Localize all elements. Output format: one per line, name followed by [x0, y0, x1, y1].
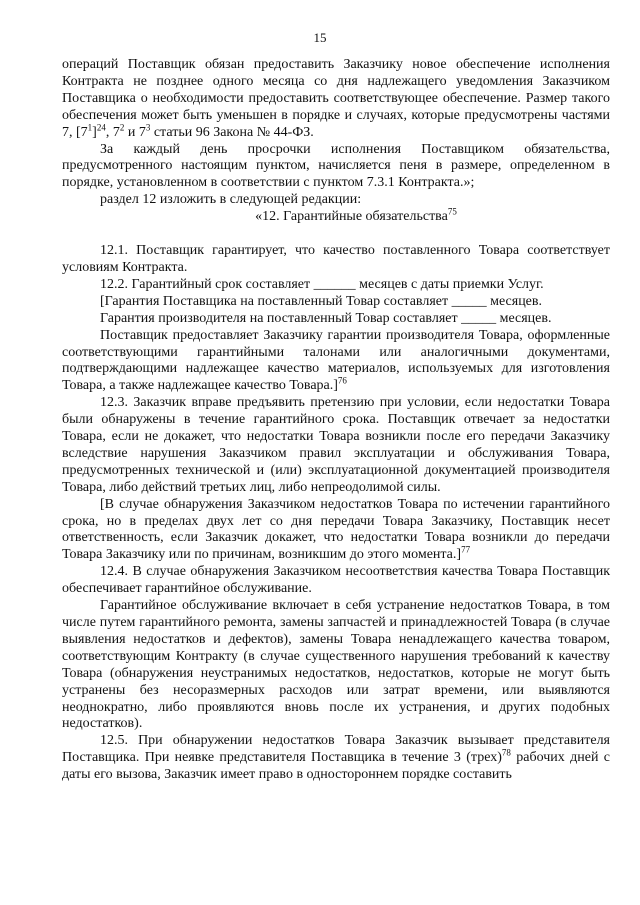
page-number: 15 — [313, 30, 327, 45]
paragraph-section-12-intro: раздел 12 изложить в следующей редакции: — [100, 192, 362, 208]
document-body — [62, 57, 610, 784]
paragraph-12-2-manufacturer-warranty: Гарантия производителя на поставленный Товар составляет _____ месяцев. — [100, 310, 552, 326]
paragraph-12-4-service-scope: Гарантийное обслуживание включает в себя устранение недостатков Товара, в том числе путем гарантийного ремонта, замены запчастей и принадлежностей Товара (в случае выявления недостатков и дефектов), замены Товара ненадлежащего качества товаром, соответствующим Контракту (в случае существенного нарушения требований к качеству Товара (обнаружения неустранимых недостатков, недостатков, которые не могут быть устранены без несоразмерных расходов или затрат времени, или выявляются неоднократно, либо проявляются вновь после их устранения, и других подобных недостатков). — [62, 598, 610, 732]
paragraph-12-2-warranty-documents: Поставщик предоставляет Заказчику гарантии производителя Товара, оформленные соответствующими гарантийными талонами или аналогичными документами, подтверждающими надлежащее качество материалов, используемых для изготовления Товара, а также надлежащее качество Товара.]$^{76}$ — [62, 327, 610, 394]
paragraph-12-3-after-warranty: [В случае обнаружения Заказчиком недостатков Товара по истечении гарантийного срока, но в пределах двух лет со дня передачи Товара Заказчику, Поставщик несет ответственность, если Заказчик докажет, что недостатки Товара возникли до передачи Товара Заказчику или по причинам, возникшим до этого момента.]$^{77}$ — [62, 496, 610, 563]
paragraph-12-2: 12.2. Гарантийный срок составляет ______ месяцев с даты приемки Услуг. — [100, 276, 544, 292]
paragraph-12-2-supplier-warranty: [Гарантия Поставщика на поставленный Товар составляет _____ месяцев. — [100, 293, 543, 309]
paragraph-12-5: 12.5. При обнаружении недостатков Товара Заказчик вызывает представителя Поставщика. При неявке представителя Поставщика в течение 3 (трех)$^{78}$ рабочих дней с даты его вызова, Заказчик имеет право в одностороннем порядке составить — [62, 733, 610, 783]
spacer — [62, 226, 610, 243]
paragraph-12-1: 12.1. Поставщик гарантирует, что качество поставленного Товара соответствует условиям Контракта. — [62, 243, 610, 275]
paragraph-12-4: 12.4. В случае обнаружения Заказчиком несоответствия качества Товара Поставщик обеспечивает гарантийное обслуживание. — [62, 564, 610, 597]
paragraph-security-continuation: операций Поставщик обязан предоставить Заказчику новое обеспечение исполнения Контракта не позднее одного месяца со дня надлежащего уведомления Заказчиком Поставщика о необходимости предоставить соответствующее обеспечение. Размер такого обеспечения может быть уменьшен в порядке и случаях, которые предусмотрены частями 7, $[7^1]^{24}$, $7^2$ и $7^3$ статьи 96 Закона № 44-ФЗ. — [62, 57, 610, 140]
paragraph-penalty: За каждый день просрочки исполнения Поставщиком обязательства, предусмотренного настоящим пунктом, начисляется пеня в размере, определенном в порядке, установленном в соответствии с пунктом 7.3.1 Контракта.»; — [62, 141, 610, 191]
paragraph-12-3: 12.3. Заказчик вправе предъявить претензию при условии, если недостатки Товара были обнаружены в течение гарантийного срока. Поставщик отвечает за недостатки Товара, если не докажет, что недостатки Товара возникли после его передачи Заказчику вследствие нарушения Заказчиком правил эксплуатации и обслуживания Товара, предусмотренных технической и (или) эксплуатационной документацией производителя Товара, либо действий третьих лиц, либо непреодолимой силы. — [62, 395, 610, 495]
section-12-heading: «12. Гарантийные обязательства$^{75}$ — [255, 206, 457, 225]
